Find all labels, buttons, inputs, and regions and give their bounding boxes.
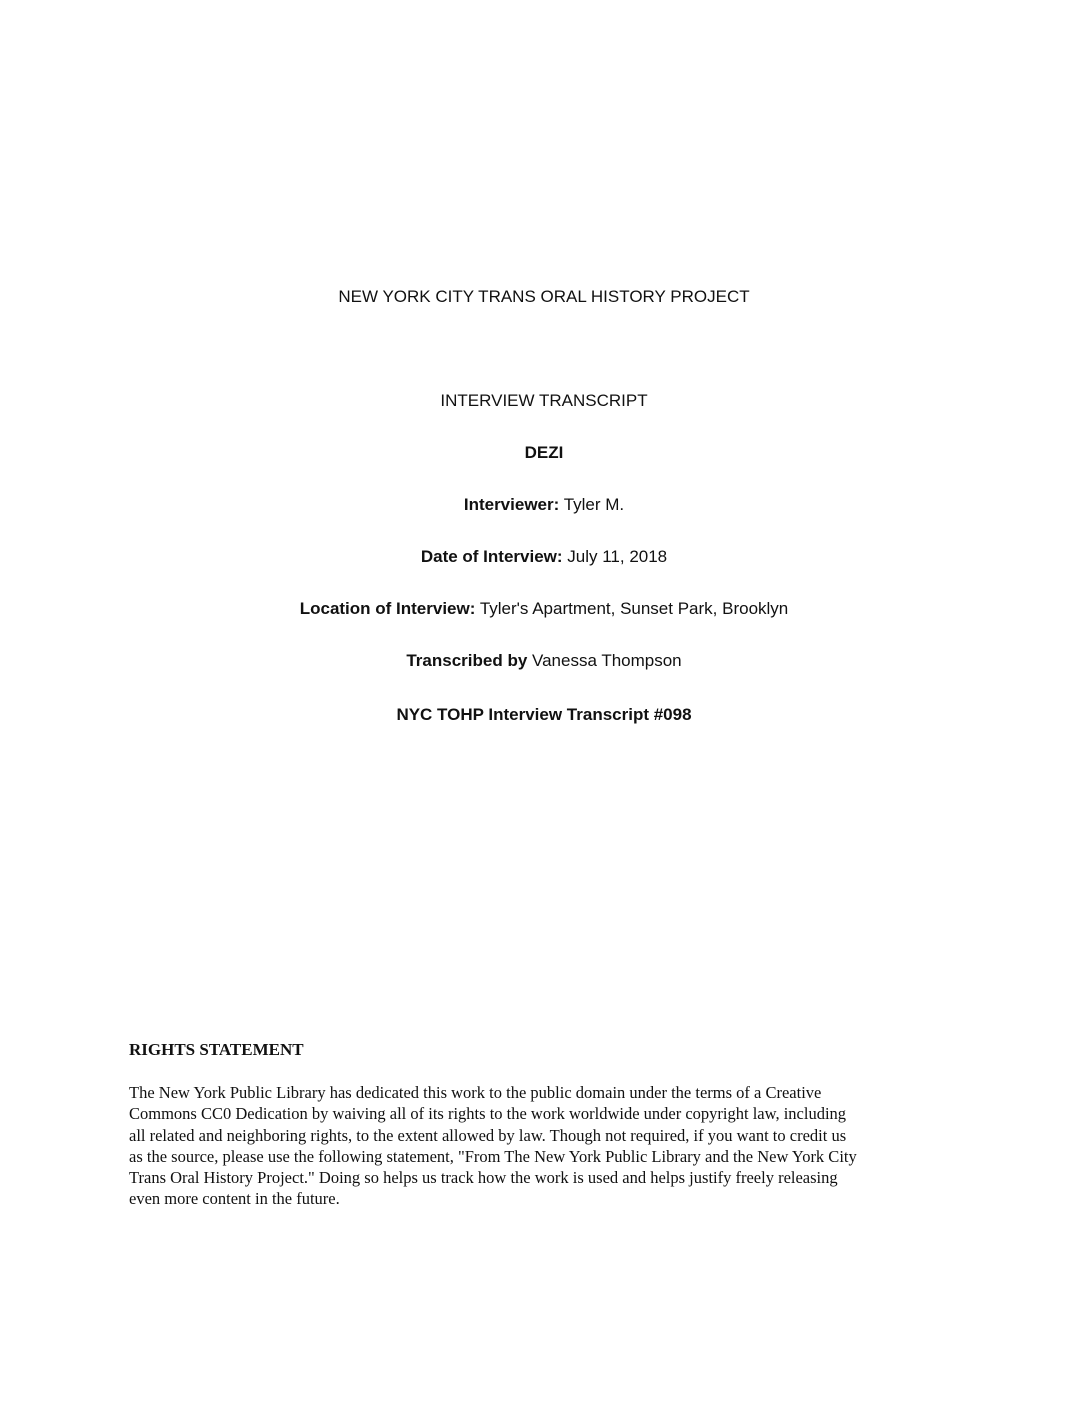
rights-line: Trans Oral History Project." Doing so helps us track how the work is used and helps justify freely releasing (129, 1168, 838, 1188)
location-label: Location of Interview: (299, 599, 476, 618)
project-title: NEW YORK CITY TRANS ORAL HISTORY PROJECT (338, 287, 750, 306)
document-type-heading: INTERVIEW TRANSCRIPT (440, 391, 648, 410)
rights-line: Commons CC0 Dedication by waiving all of its rights to the work worldwide under copyright law, including (129, 1104, 847, 1124)
interviewer-value: Tyler M. (559, 495, 625, 514)
rights-line: even more content in the future. (129, 1189, 340, 1209)
transcribed-line (0, 650, 1088, 672)
location-line (0, 598, 1088, 620)
narrator-name: DEZI (524, 443, 564, 462)
date-value: July 11, 2018 (562, 547, 668, 566)
transcribed-value: Vanessa Thompson (527, 651, 682, 670)
transcript-number: NYC TOHP Interview Transcript #098 (396, 705, 692, 724)
interviewer-label: Interviewer: (463, 495, 560, 514)
transcribed-label: Transcribed by (406, 651, 528, 670)
date-label: Date of Interview: (420, 547, 563, 566)
interviewer-line (0, 494, 1088, 516)
location-value: Tyler's Apartment, Sunset Park, Brooklyn (475, 599, 789, 618)
date-line (0, 546, 1088, 568)
rights-line: The New York Public Library has dedicated this work to the public domain under the terms of a Creative (129, 1083, 822, 1102)
rights-line: all related and neighboring rights, to the extent allowed by law. Though not required, if you want to credit us (129, 1125, 847, 1145)
rights-statement-body (129, 1082, 969, 1210)
rights-line: as the source, please use the following statement, "From The New York Public Library and the New York City (129, 1146, 857, 1166)
rights-statement-heading: RIGHTS STATEMENT (129, 1040, 304, 1059)
